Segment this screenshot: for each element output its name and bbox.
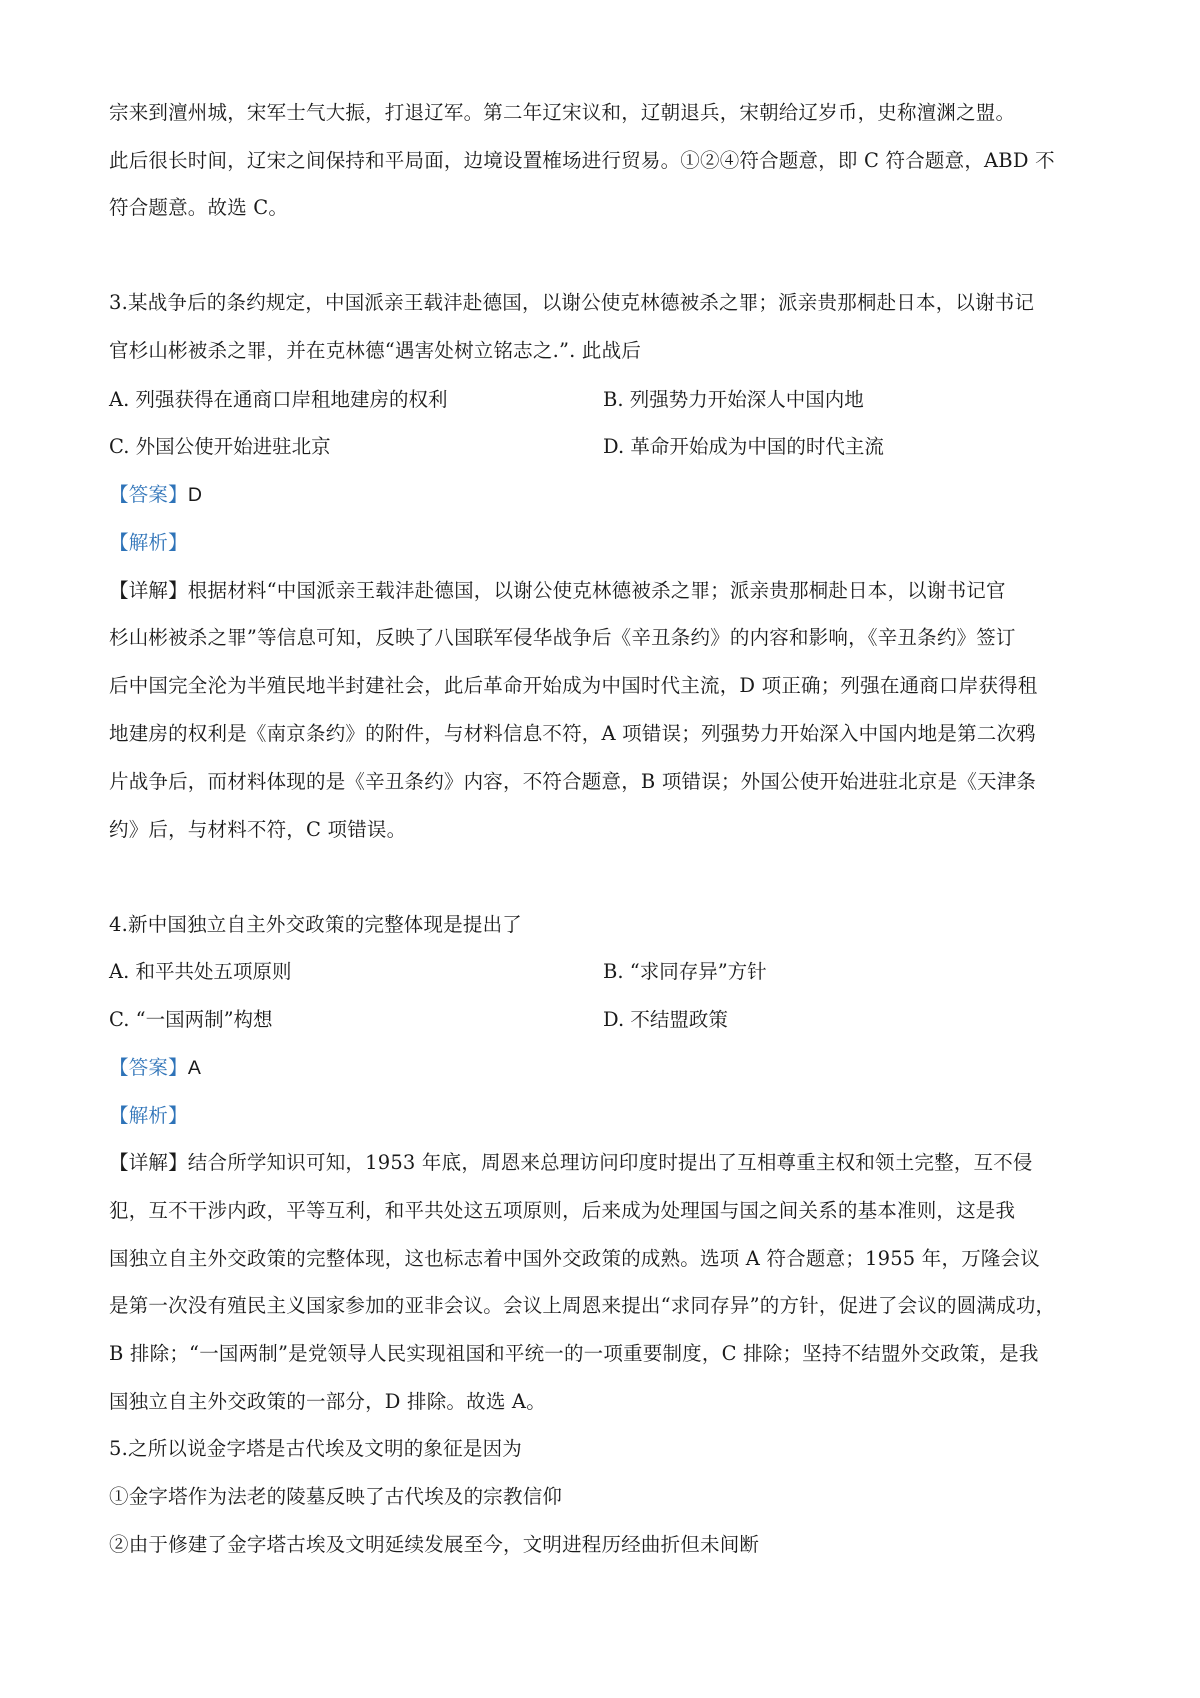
q3-stem-line: 3.某战争后的条约规定，中国派亲王载沣赴德国，以谢公使克林德被杀之罪；派亲贵那桐赴日本，以谢书记 — [109, 291, 1035, 314]
intro-line: 此后很长时间，辽宋之间保持和平局面，边境设置榷场进行贸易。①②④符合题意，即 C 符合题意，ABD 不 — [109, 149, 1055, 172]
q3-analysis-tag — [109, 528, 1099, 558]
q4-answer-row — [109, 1053, 1099, 1083]
q3-option-a: A. 列强获得在通商口岸租地建房的权利 — [109, 388, 448, 411]
q5-stem-line: ②由于修建了金字塔古埃及文明延续发展至今，文明进程历经曲折但未间断 — [109, 1533, 760, 1556]
q4-detail-line: 犯，互不干涉内政，平等互利，和平共处这五项原则，后来成为处理国与国之间关系的基本准则，这是我 — [109, 1199, 1016, 1222]
q5-stem-line: 5.之所以说金字塔是古代埃及文明的象征是因为 — [109, 1437, 523, 1460]
q4-stem-line: 4.新中国独立自主外交政策的完整体现是提出了 — [109, 913, 523, 936]
q3-detail-line: 杉山彬被杀之罪”等信息可知，反映了八国联军侵华战争后《辛丑条约》的内容和影响，《辛丑条约》签订 — [109, 626, 1016, 649]
q4-detail-line: 国独立自主外交政策的完整体现，这也标志着中国外交政策的成熟。选项 A 符合题意；1955 年，万隆会议 — [109, 1247, 1041, 1270]
q4-detail-line: 是第一次没有殖民主义国家参加的亚非会议。会议上周恩来提出“求同存异”的方针，促进了会议的圆满成功， — [109, 1294, 1056, 1317]
q3-detail-line: 【详解】根据材料“中国派亲王载沣赴德国，以谢公使克林德被杀之罪；派亲贵那桐赴日本，以谢书记官 — [109, 579, 1006, 602]
q3-stem-line: 官杉山彬被杀之罪，并在克林德“遇害处树立铭志之.”. 此战后 — [109, 339, 642, 362]
intro-line: 宗来到澶州城，宋军士气大振，打退辽军。第二年辽宋议和，辽朝退兵，宋朝给辽岁币，史称澶渊之盟。 — [109, 101, 1016, 124]
q4-answer: A — [187, 1057, 202, 1079]
q3-detail-line: 后中国完全沦为半殖民地半封建社会，此后革命开始成为中国时代主流，D 项正确；列强在通商口岸获得租 — [109, 674, 1038, 697]
q4-detail-line: 国独立自主外交政策的一部分，D 排除。故选 A。 — [109, 1390, 546, 1413]
q3-answer: D — [187, 484, 203, 506]
q4-option-b: B. “求同存异”方针 — [603, 960, 767, 983]
q3-answer-row — [109, 480, 1099, 510]
q4-option-d: D. 不结盟政策 — [603, 1008, 728, 1031]
q3-option-d: D. 革命开始成为中国的时代主流 — [603, 435, 884, 458]
q4-analysis-tag — [109, 1101, 1099, 1131]
answer-tag: 【答案】 — [109, 1056, 188, 1079]
q4-option-a: A. 和平共处五项原则 — [109, 960, 292, 983]
intro-line: 符合题意。故选 C。 — [109, 196, 289, 219]
q3-option-c: C. 外国公使开始进驻北京 — [109, 435, 331, 458]
q4-detail-line: B 排除；“一国两制”是党领导人民实现祖国和平统一的一项重要制度，C 排除；坚持不结盟外交政策，是我 — [109, 1342, 1039, 1365]
answer-tag: 【答案】 — [109, 483, 188, 506]
q4-detail-line: 【详解】结合所学知识可知，1953 年底，周恩来总理访问印度时提出了互相尊重主权和领土完整，互不侵 — [109, 1151, 1033, 1174]
analysis-tag: 【解析】 — [109, 1104, 188, 1127]
q4-option-c: C. “一国两制”构想 — [109, 1008, 273, 1031]
q3-detail-line: 片战争后，而材料体现的是《辛丑条约》内容，不符合题意，B 项错误；外国公使开始进驻北京是《天津条 — [109, 770, 1037, 793]
q5-stem-line: ①金字塔作为法老的陵墓反映了古代埃及的宗教信仰 — [109, 1485, 563, 1508]
q3-detail-line: 地建房的权利是《南京条约》的附件，与材料信息不符，A 项错误；列强势力开始深入中国内地是第二次鸦 — [109, 722, 1036, 745]
q3-detail-line: 约》后，与材料不符，C 项错误。 — [109, 818, 407, 841]
q3-option-b: B. 列强势力开始深人中国内地 — [603, 388, 864, 411]
analysis-tag: 【解析】 — [109, 531, 188, 554]
